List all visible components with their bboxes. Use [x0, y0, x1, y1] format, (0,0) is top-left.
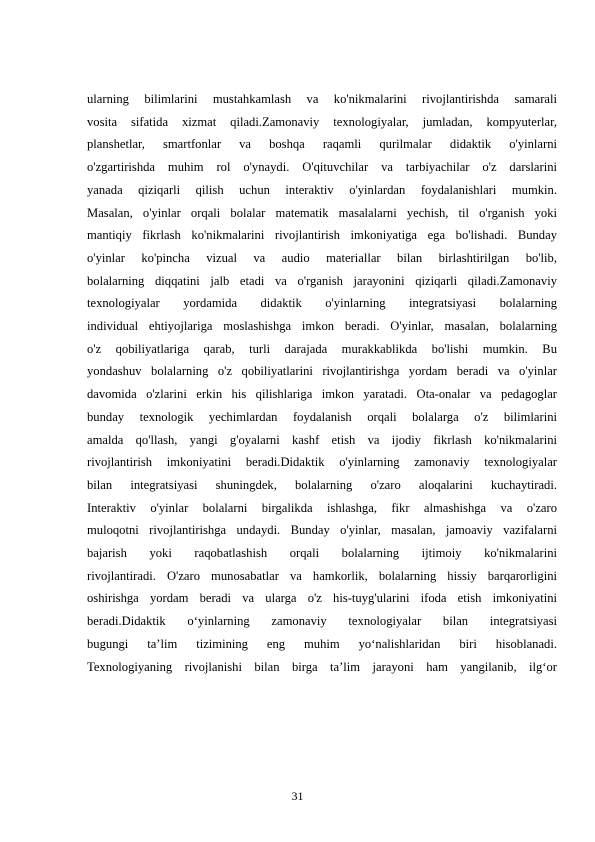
- text-line: o'zgartirishda muhim rol o'ynaydi. O'qituvchilar va tarbiyachilar o'z darslarini: [87, 160, 557, 175]
- page-number: 31: [291, 789, 304, 803]
- text-line: yondashuv bolalarning o'z qobiliyatlarini rivojlantirishga yordam beradi va o'yinlar: [87, 364, 557, 379]
- text-line: muloqotni rivojlantirishga undaydi. Bunday o'yinlar, masalan, jamoaviy vazifalarni: [87, 523, 557, 538]
- text-line: Masalan, o'yinlar orqali bolalar matematik masalalarni yechish, til o'rganish yoki: [87, 205, 557, 220]
- text-line: bolalarning diqqatini jalb etadi va o'rganish jarayonini qiziqarli qiladi.Zamonaviy: [87, 273, 557, 288]
- text-line: vosita sifatida xizmat qiladi.Zamonaviy texnologiyalar, jumladan, kompyuterlar,: [87, 114, 557, 129]
- text-line: o'z qobiliyatlariga qarab, turli darajada murakkablikda bo'lishi mumkin. Bu: [87, 341, 557, 356]
- text-line: rivojlantiradi. O'zaro munosabatlar va hamkorlik, bolalarning hissiy barqarorligini: [87, 568, 557, 583]
- text-line: planshetlar, smartfonlar va boshqa raqamli qurilmalar didaktik o'yinlarni: [87, 137, 557, 152]
- text-line: beradi.Didaktik o‘yinlarning zamonaviy texnologiyalar bilan integratsiyasi: [87, 614, 557, 629]
- body-paragraph: [87, 88, 557, 678]
- text-line: o'yinlar ko'pincha vizual va audio materiallar bilan birlashtirilgan bo'lib,: [87, 250, 557, 265]
- text-line: Texnologiyaning rivojlanishi bilan birga ta’lim jarayoni ham yangilanib, ilg‘or: [87, 659, 557, 674]
- text-line: texnologiyalar yordamida didaktik o'yinlarning integratsiyasi bolalarning: [87, 296, 557, 311]
- text-line: bilan integratsiyasi shuningdek, bolalarning o'zaro aloqalarini kuchaytiradi.: [87, 477, 557, 492]
- text-line: bugungi ta’lim tizimining eng muhim yo‘nalishlaridan biri hisoblanadi.: [87, 636, 557, 651]
- text-line: amalda qo'llash, yangi g'oyalarni kashf etish va ijodiy fikrlash ko'nikmalarini: [87, 432, 557, 447]
- text-line: oshirishga yordam beradi va ularga o'z his-tuyg'ularini ifoda etish imkoniyatini: [87, 591, 557, 606]
- text-line: bajarish yoki raqobatlashish orqali bolalarning ijtimoiy ko'nikmalarini: [87, 546, 557, 561]
- text-line: Interaktiv o'yinlar bolalarni birgalikda ishlashga, fikr almashishga va o'zaro: [87, 500, 557, 515]
- text-line: bunday texnologik yechimlardan foydalanish orqali bolalarga o'z bilimlarini: [87, 409, 557, 424]
- text-line: davomida o'zlarini erkin his qilishlariga imkon yaratadi. Ota-onalar va pedagoglar: [87, 387, 557, 402]
- text-line: rivojlantirish imkoniyatini beradi.Didaktik o'yinlarning zamonaviy texnologiyalar: [87, 455, 557, 470]
- text-line: individual ehtiyojlariga moslashishga imkon beradi. O'yinlar, masalan, bolalarning: [87, 319, 557, 334]
- text-line: ularning bilimlarini mustahkamlash va ko'nikmalarini rivojlantirishda samarali: [87, 92, 557, 106]
- text-line: yanada qiziqarli qilish uchun interaktiv o'yinlardan foydalanishlari mumkin.: [87, 182, 557, 197]
- text-line: mantiqiy fikrlash ko'nikmalarini rivojlantirish imkoniyatiga ega bo'lishadi. Bunday: [87, 228, 557, 243]
